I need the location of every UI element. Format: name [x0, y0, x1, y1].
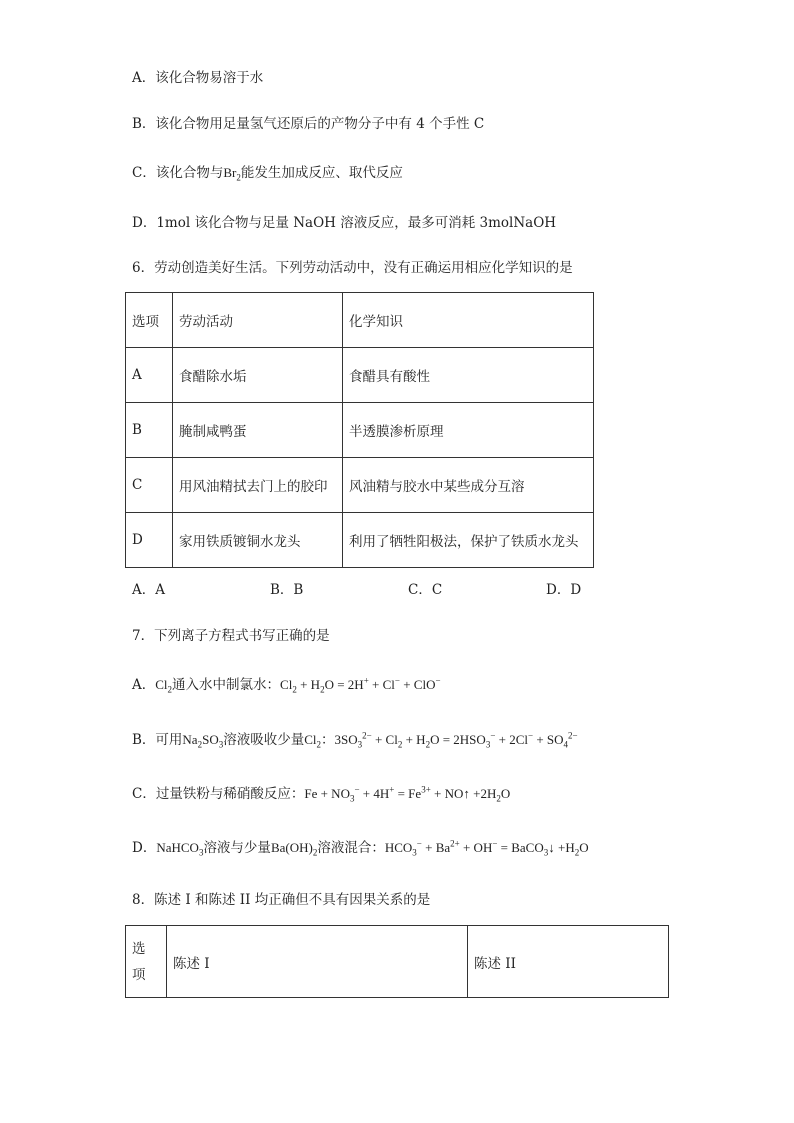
table-cell: 食醋除水垢 [173, 348, 343, 403]
q7-option-a [132, 673, 441, 695]
table-cell: 家用铁质镀铜水龙头 [173, 513, 343, 568]
q8-stem: 8．陈述 I 和陈述 II 均正确但不具有因果关系的是 [132, 892, 431, 908]
bromine-subscript: 2 [236, 172, 241, 183]
q5-option-c-suffix: 能发生加成反应、取代反应 [240, 165, 403, 181]
q7-option-c [132, 782, 510, 804]
option-label: C．过量铁粉与稀硝酸反应： [132, 786, 305, 802]
q7-stem: 7．下列离子方程式书写正确的是 [132, 628, 330, 644]
equation-c: $Fe + NO_3^- + 4H^+ = Fe^{3+}$ + NO↑ $+2H_2O$ [304, 784, 511, 804]
option-text: 溶液混合： [317, 840, 385, 856]
option-label: D． [132, 840, 157, 856]
table-row [126, 348, 594, 403]
q6-option-d: D．D [546, 582, 582, 598]
barium-hydroxide-formula: $Ba(OH)_2$ [270, 840, 318, 858]
q5-option-a: A．该化合物易溶于水 [132, 70, 264, 86]
bicarbonate-formula: NaHCO$_3$ [156, 840, 204, 858]
equation-d: $HCO_3^- + Ba^{2+} + OH^-$ = BaCO$_3$↓ $+H_2O$ [384, 838, 589, 858]
option-label: A． [132, 677, 156, 693]
q6-option-c: C．C [408, 582, 443, 598]
table-header-row [126, 926, 669, 998]
header-statement-1: 陈述 I [167, 926, 468, 998]
equation-a: $Cl_2 + H_2O = 2H^+ + Cl^- + ClO^-$ [280, 675, 441, 695]
table-cell: B [126, 403, 173, 458]
bromine-formula [223, 165, 241, 183]
q5-option-c [132, 161, 403, 183]
option-text: 溶液吸收少量 [223, 732, 305, 748]
chlorine-formula: $Cl_2$ [155, 677, 173, 695]
option-label: B．可用 [132, 732, 183, 748]
table-header-row [126, 293, 594, 348]
q7-option-d [132, 836, 589, 858]
option-text: 溶液与少量 [203, 840, 271, 856]
table-cell: A [126, 348, 173, 403]
q5-option-d: D．1mol 该化合物与足量 NaOH 溶液反应，最多可消耗 3molNaOH [132, 215, 557, 231]
option-text: ： [321, 732, 335, 748]
chlorine-formula: $Cl_2$ [304, 732, 322, 750]
table-cell: 风油精与胶水中某些成分互溶 [343, 458, 594, 513]
option-text: 通入水中制氯水： [172, 677, 281, 693]
table-cell: C [126, 458, 173, 513]
table-row [126, 458, 594, 513]
q5-option-c-prefix: C．该化合物与 [132, 165, 224, 181]
table-row [126, 513, 594, 568]
q8-table [125, 925, 669, 998]
header-knowledge: 化学知识 [343, 293, 594, 348]
table-cell: 半透膜渗析原理 [343, 403, 594, 458]
table-row [126, 403, 594, 458]
header-statement-2: 陈述 II [468, 926, 669, 998]
q6-option-b: B．B [270, 582, 304, 598]
q6-options [132, 578, 602, 598]
equation-b: $3SO_3^{2-} + Cl_2 + H_2O = 2HSO_3^- + 2Cl^- + SO_4^{2-}$ [334, 730, 578, 750]
q6-table [125, 292, 594, 568]
q7-option-b [132, 728, 578, 750]
table-cell: D [126, 513, 173, 568]
header-activity: 劳动活动 [173, 293, 343, 348]
table-cell: 腌制咸鸭蛋 [173, 403, 343, 458]
sodium-sulfite-formula: $Na_2SO_3$ [182, 732, 224, 750]
header-option: 选项 [126, 293, 173, 348]
bromine-symbol: Br [223, 165, 237, 180]
table-cell: 食醋具有酸性 [343, 348, 594, 403]
q5-option-b: B．该化合物用足量氢气还原后的产物分子中有 4 个手性 C [132, 116, 485, 132]
q6-option-a: A．A [132, 582, 165, 598]
header-option: 选 项 [126, 926, 167, 998]
table-cell: 利用了牺牲阳极法，保护了铁质水龙头 [343, 513, 594, 568]
table-cell: 用风油精拭去门上的胶印 [173, 458, 343, 513]
q6-stem: 6．劳动创造美好生活。下列劳动活动中，没有正确运用相应化学知识的是 [132, 260, 573, 276]
